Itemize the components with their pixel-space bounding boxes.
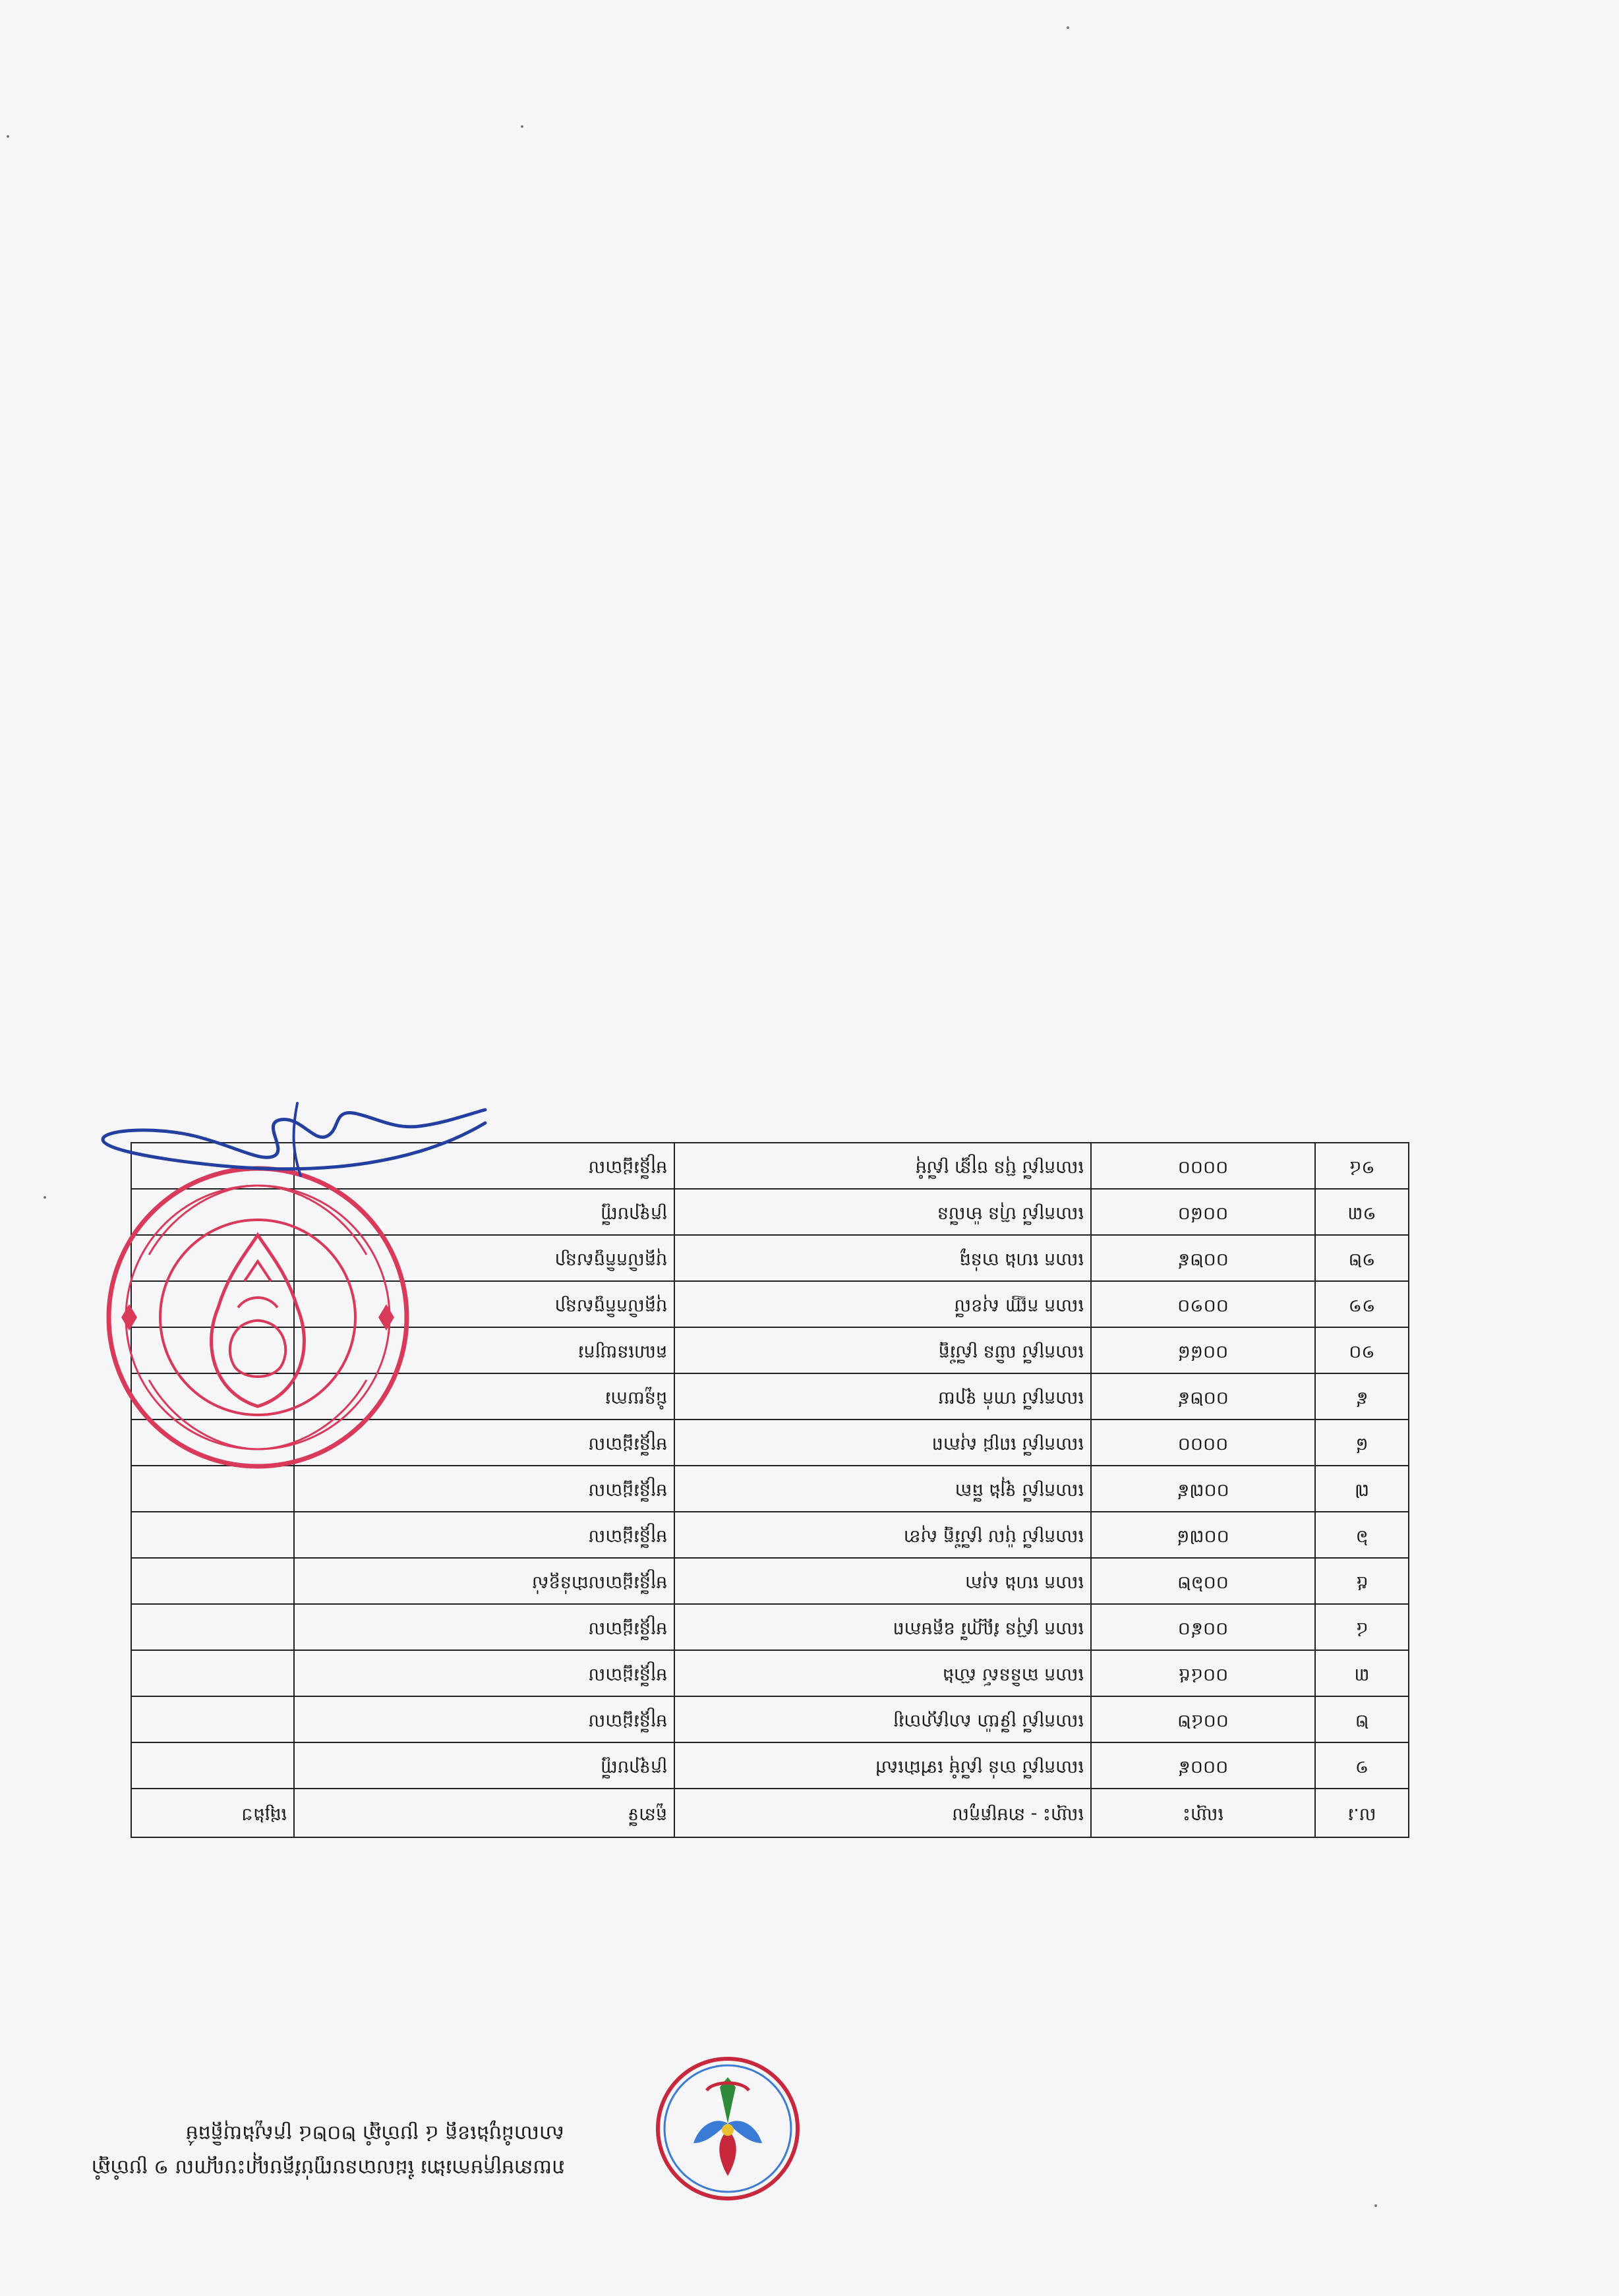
- cell-role: បុគ្គលិកកិច្ចសន្យា: [294, 1281, 674, 1327]
- cell-notes: [131, 1512, 294, 1558]
- cell-no: ៣: [1315, 1650, 1409, 1696]
- cell-no: ៩: [1315, 1373, 1409, 1420]
- cell-name: លោក ហេង ចាន់ធូ: [674, 1235, 1091, 1281]
- table-row: [131, 1604, 1409, 1650]
- cell-name: លោកស្រី ទ្រីយ៉ា សាស្ត្រាចារ្យ: [674, 1696, 1091, 1742]
- cell-role: មន្ត្រីរដ្ឋបាល: [294, 1650, 674, 1696]
- cell-no: ៨: [1315, 1420, 1409, 1466]
- cell-name: លោកស្រី ហ៊ុន ម៉ាលីន: [674, 1189, 1091, 1235]
- cell-role: ក្រឡាបញ្ជី: [294, 1189, 674, 1235]
- cell-notes: [131, 1742, 294, 1789]
- cell-no: ៧: [1315, 1466, 1409, 1512]
- table-row: [131, 1466, 1409, 1512]
- signature: [90, 1090, 498, 1202]
- cell-role: ក្រឡាបញ្ជី: [294, 1742, 674, 1789]
- cell-role: មន្ត្រីរដ្ឋបាល: [294, 1466, 674, 1512]
- cell-name: លោកស្រី ប៊ុន ចន្ទ្រា ស្រីមុំ: [674, 1143, 1091, 1189]
- cell-code: ០០៤៥: [1091, 1650, 1315, 1696]
- scan-speck: [7, 135, 9, 138]
- cell-notes: [131, 1650, 294, 1696]
- table-row: [131, 1696, 1409, 1742]
- cell-code: ០០៨៨: [1091, 1327, 1315, 1373]
- cell-no: ១០: [1315, 1327, 1409, 1373]
- official-seal: [103, 1162, 413, 1472]
- cell-no: ១៣: [1315, 1189, 1409, 1235]
- cell-name: លោកស្រី ឡុង ធីតា: [674, 1466, 1091, 1512]
- cell-no: ៥: [1315, 1558, 1409, 1604]
- cell-role: មន្ត្រីរដ្ឋបាល: [294, 1512, 674, 1558]
- header-notes: ផ្សេងៗ: [131, 1789, 294, 1837]
- scan-speck: [1067, 26, 1069, 29]
- cell-role: មន្ត្រីរដ្ឋបាល: [294, 1143, 674, 1189]
- cell-role: មន្ត្រីរដ្ឋបាលជាន់ខ្ពស់: [294, 1558, 674, 1604]
- table-header-row: [131, 1789, 1409, 1837]
- cell-notes: [131, 1558, 294, 1604]
- cell-code: ០០២៩: [1091, 1235, 1315, 1281]
- header-code: ឈ្មោះ: [1091, 1789, 1315, 1837]
- cell-role: បុគ្គលិកកិច្ចសន្យា: [294, 1235, 674, 1281]
- cell-notes: [131, 1696, 294, 1742]
- cell-code: ០០០០: [1091, 1420, 1315, 1466]
- cell-code: ០០២៩: [1091, 1373, 1315, 1420]
- cell-code: ០០០៩: [1091, 1742, 1315, 1789]
- cell-no: ១: [1315, 1742, 1409, 1789]
- header-line-2: សាលាដំបូងខេត្ត ៤ ប្រចាំឆ្នាំ ២០២៤ ក្រសួងយុត្តិធម៌: [185, 2121, 564, 2144]
- cell-no: ២: [1315, 1696, 1409, 1742]
- cell-code: ០០០០: [1091, 1143, 1315, 1189]
- cell-no: ១១: [1315, 1281, 1409, 1327]
- cell-code: ០០១០: [1091, 1281, 1315, 1327]
- cell-notes: [131, 1466, 294, 1512]
- cell-code: ០០៨០: [1091, 1189, 1315, 1235]
- cell-code: ០០៦២: [1091, 1558, 1315, 1604]
- cell-notes: [131, 1604, 294, 1650]
- cell-name: លោក ធានិនស៍ ស៊ាង: [674, 1650, 1091, 1696]
- table-row: [131, 1512, 1409, 1558]
- cell-code: ០០៧៩: [1091, 1466, 1315, 1512]
- scan-speck: [44, 1196, 46, 1199]
- cell-name: លោក ហេង សុភា: [674, 1558, 1091, 1604]
- cell-name: លោក ស្រ៊ុន វណ្ណារី ឧត្តមភាព: [674, 1604, 1091, 1650]
- header-line-1: រាយនាមក្រុមការងារ ដែលបានបញ្ចប់វគ្គបណ្តុះបណ្តាល ១ ប្រចាំឆ្នាំ: [91, 2156, 564, 2179]
- cell-role: មន្ត្រីរដ្ឋបាល: [294, 1420, 674, 1466]
- cell-code: ០០៩០: [1091, 1604, 1315, 1650]
- table-row: [131, 1558, 1409, 1604]
- cell-no: ១៤: [1315, 1143, 1409, 1189]
- ministry-emblem: [653, 2054, 802, 2202]
- cell-role: មន្ត្រីរដ្ឋបាល: [294, 1696, 674, 1742]
- cell-no: ១២: [1315, 1235, 1409, 1281]
- table-row: [131, 1650, 1409, 1696]
- cell-name: លោក កញ្ញា សុខលី: [674, 1281, 1091, 1327]
- cell-name: លោកស្រី ឈិន ស្រីរ័ត្ន: [674, 1327, 1091, 1373]
- cell-no: ៦: [1315, 1512, 1409, 1558]
- document-header: [24, 2115, 564, 2184]
- cell-name: លោកស្រី ពេជ្រ សុភាព: [674, 1420, 1091, 1466]
- cell-code: ០០៧៨: [1091, 1512, 1315, 1558]
- cell-role: មន្ត្រីរដ្ឋបាល: [294, 1604, 674, 1650]
- cell-no: ៤: [1315, 1604, 1409, 1650]
- header-no: ល.រ: [1315, 1789, 1409, 1837]
- cell-role: គណនេយ្យករ: [294, 1327, 674, 1373]
- cell-role: ជំនួយការ: [294, 1373, 674, 1420]
- header-name: ឈ្មោះ - នាមត្រកូល: [674, 1789, 1091, 1837]
- header-role: តួនាទី: [294, 1789, 674, 1837]
- scan-speck: [1374, 2204, 1377, 2207]
- cell-name: លោកស្រី ប៉ុល ស្រីរ័ត្ន សុខា: [674, 1512, 1091, 1558]
- cell-code: ០០៤២: [1091, 1696, 1315, 1742]
- table-row: [131, 1742, 1409, 1789]
- cell-name: លោកស្រី ចាន់ ស្រីមុំ ទៅជាសៅ: [674, 1742, 1091, 1789]
- cell-name: លោកស្រី ហាក់ ឡាយ: [674, 1373, 1091, 1420]
- scan-speck: [521, 125, 523, 128]
